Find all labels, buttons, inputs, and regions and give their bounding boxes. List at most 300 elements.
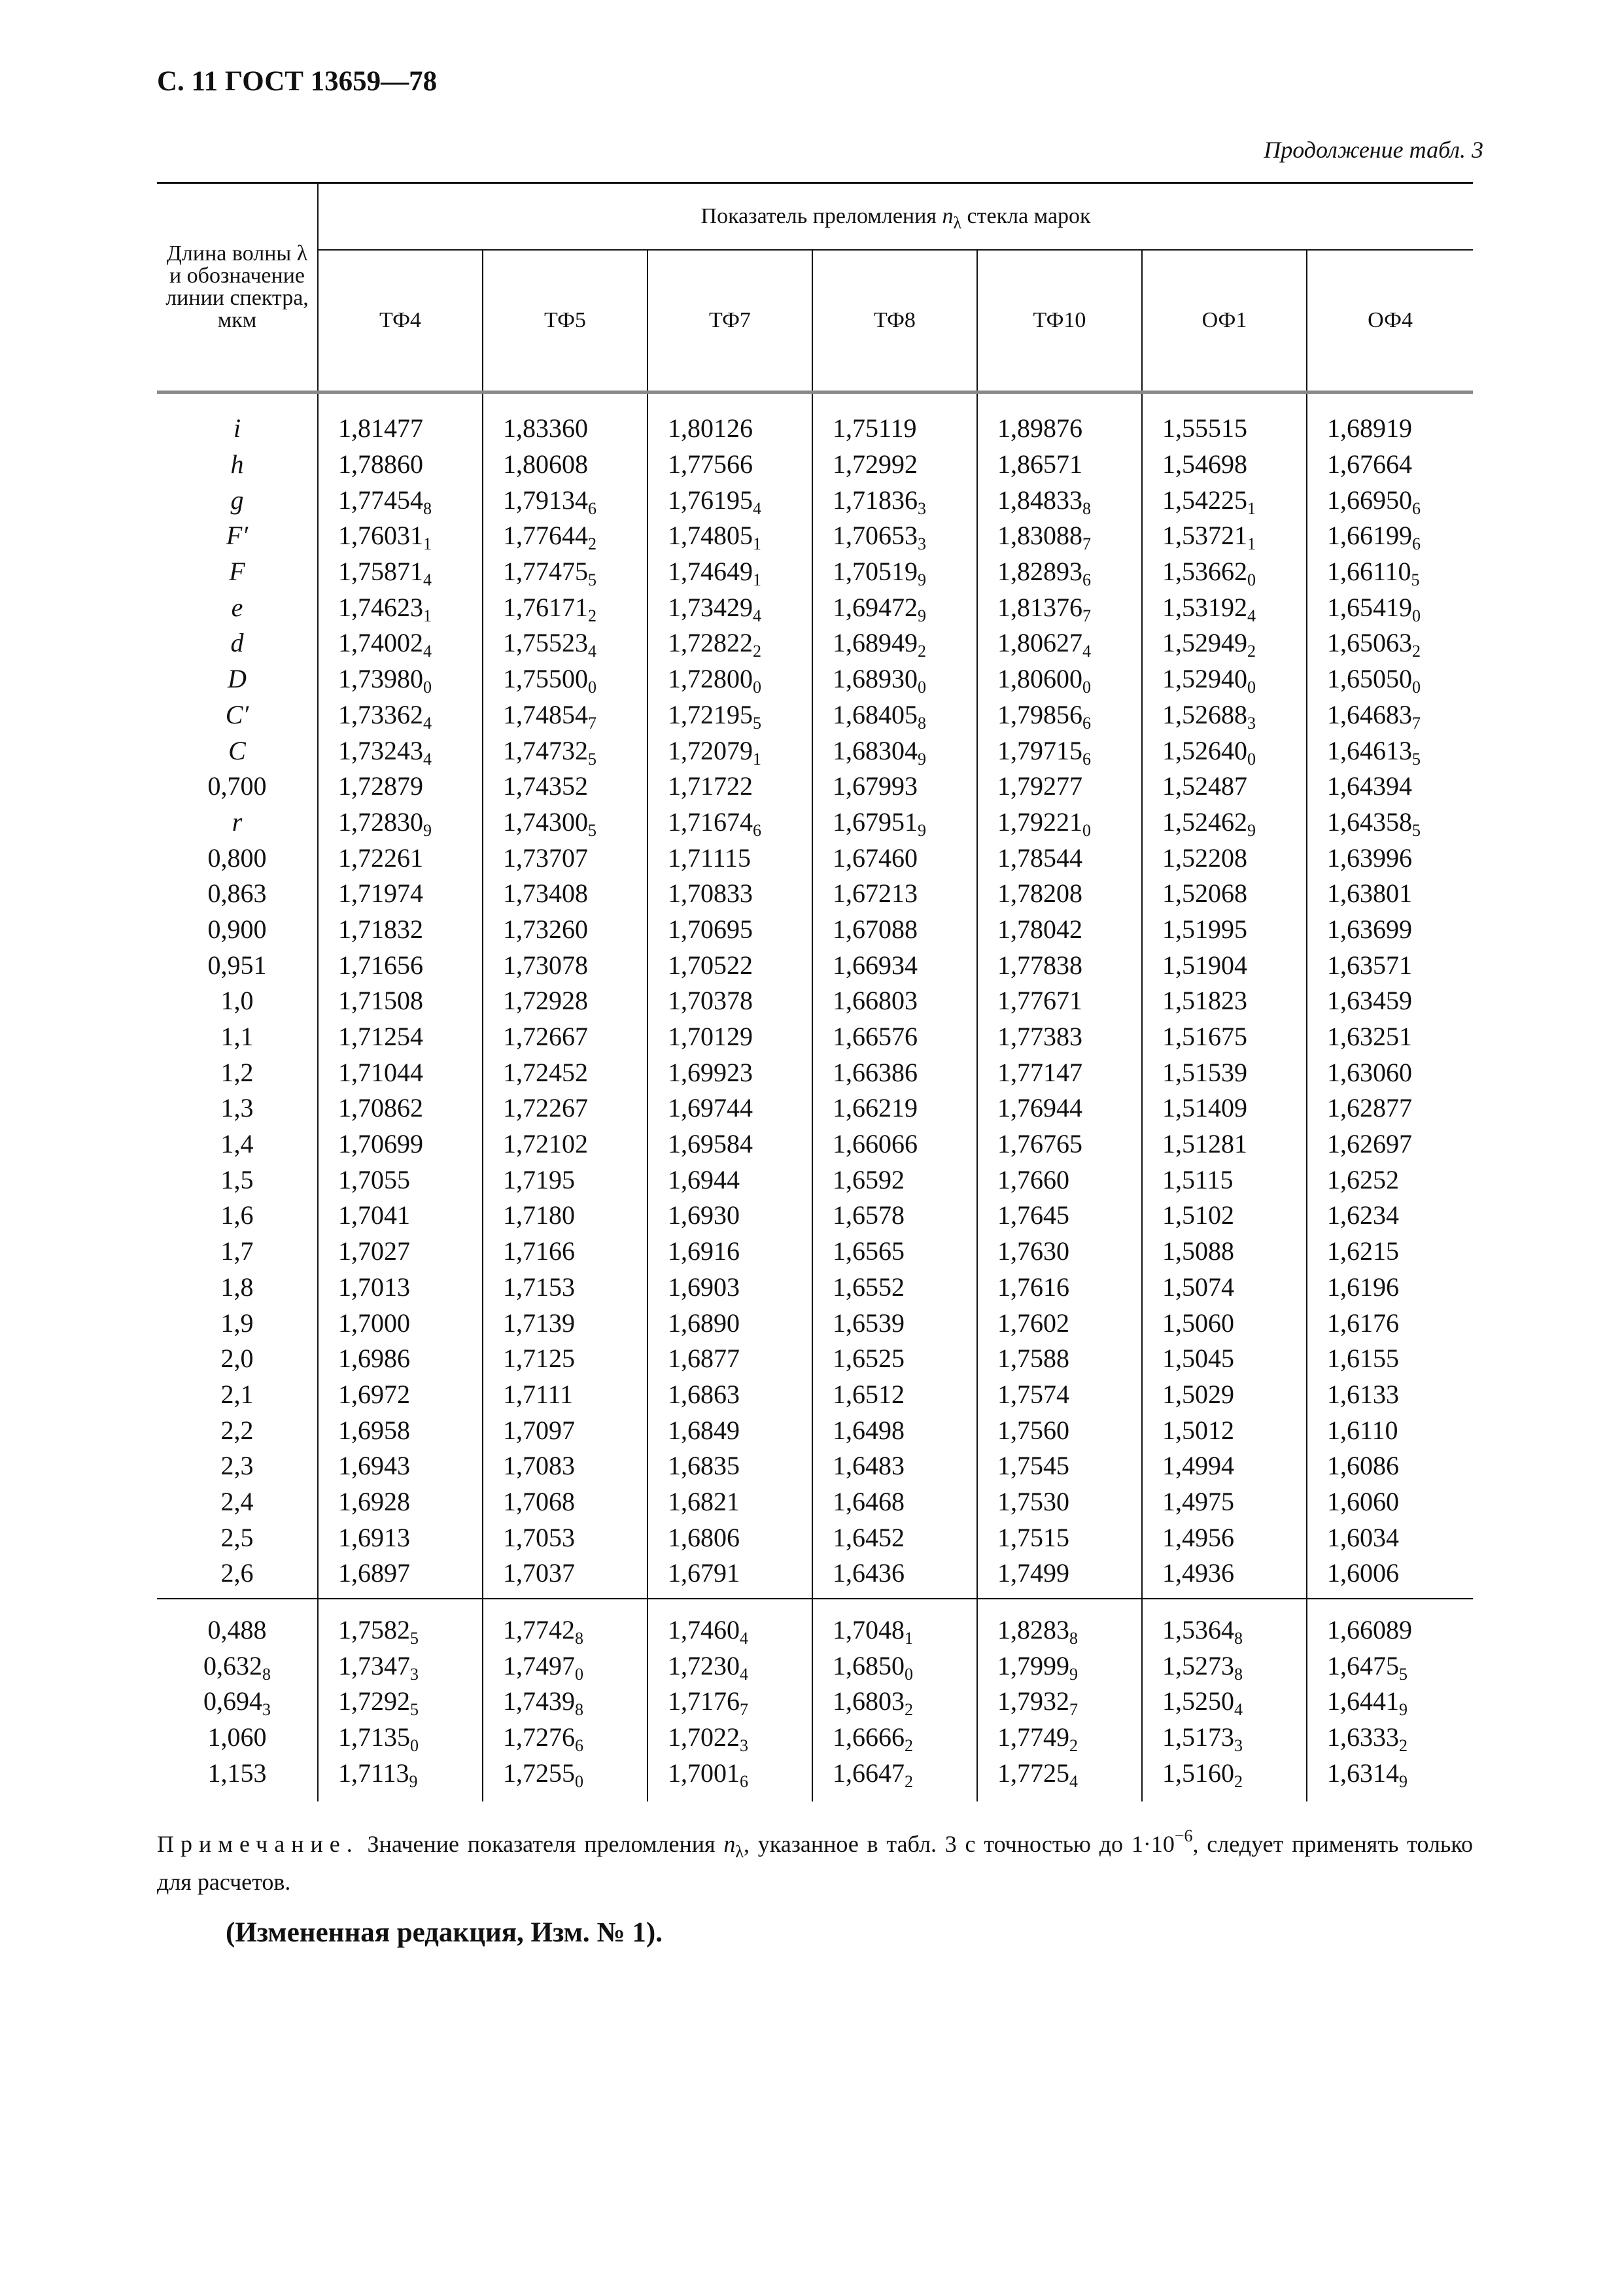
refractive-index-cell: $1,54225_1$ bbox=[1142, 482, 1307, 518]
refractive-index-cell: 1,6958 bbox=[318, 1412, 483, 1448]
refractive-index-cell: $1,5173_3$ bbox=[1142, 1720, 1307, 1756]
refractive-index-cell: 1,78860 bbox=[318, 447, 483, 483]
refractive-index-cell: 1,7013 bbox=[318, 1270, 483, 1306]
wavelength-label: 0,700 bbox=[157, 769, 318, 805]
refractive-index-cell: $1,53721_1$ bbox=[1142, 518, 1307, 554]
refractive-index-cell: $1,53662_0$ bbox=[1142, 554, 1307, 590]
refractive-index-cell: $1,5160_2$ bbox=[1142, 1755, 1307, 1801]
refractive-index-cell: 1,63699 bbox=[1327, 914, 1412, 944]
wavelength-label: 0,951 bbox=[157, 947, 318, 983]
laser-lines-table-body bbox=[157, 1599, 1473, 1801]
refractive-index-cell: 1,7068 bbox=[483, 1484, 648, 1520]
refractive-index-cell: $1,84833_8$ bbox=[977, 482, 1142, 518]
refractive-index-cell: 1,6060 bbox=[1327, 1486, 1399, 1516]
refractive-index-cell: $1,72079_1$ bbox=[648, 733, 812, 769]
wavelength-label: F bbox=[157, 554, 318, 590]
wavelength-label: 1,4 bbox=[157, 1126, 318, 1162]
refractive-index-cell: $1,7460_4$ bbox=[648, 1599, 812, 1648]
refractive-index-cell: $1,73362_4$ bbox=[318, 697, 483, 733]
wavelength-label: 0,800 bbox=[157, 840, 318, 876]
refractive-index-cell: 1,72261 bbox=[318, 840, 483, 876]
refractive-index-cell: $1,64683_7$ bbox=[1327, 699, 1421, 733]
glass-brand-header: ТФ8 bbox=[812, 250, 977, 392]
refractive-index-cell: 1,6592 bbox=[812, 1162, 977, 1198]
amendment-note: (Измененная редакция, Изм. № 1). bbox=[226, 1917, 663, 1948]
table-note: Примечание. Значение показателя преломления $n_\lambda$, указанное в табл. 3 с точностью до $1\cdot 10^{-6}$, следует применять только для расчетов. bbox=[157, 1826, 1473, 1895]
refractive-index-cell: 1,6252 bbox=[1327, 1164, 1399, 1194]
refractive-index-cell: 1,83360 bbox=[483, 392, 648, 447]
refractive-index-cell: 1,7630 bbox=[977, 1234, 1142, 1270]
wavelength-label: 1,2 bbox=[157, 1054, 318, 1090]
wavelength-label: 2,5 bbox=[157, 1520, 318, 1556]
refractive-index-cell: 1,6483 bbox=[812, 1448, 977, 1484]
refractive-index-cell: 1,6196 bbox=[1327, 1272, 1399, 1302]
refractive-index-cell: $1,7113_9$ bbox=[318, 1755, 483, 1801]
refractive-index-cell: 1,7037 bbox=[483, 1556, 648, 1599]
table-row bbox=[157, 482, 1473, 518]
refractive-index-cell: $1,7230_4$ bbox=[648, 1648, 812, 1684]
page-header: С. 11 ГОСТ 13659—78 bbox=[157, 66, 438, 97]
refractive-index-cell: $1,65419_0$ bbox=[1327, 592, 1421, 625]
refractive-index-cell: $1,6666_2$ bbox=[812, 1720, 977, 1756]
table-row bbox=[157, 1162, 1473, 1198]
table-row bbox=[157, 1755, 1473, 1801]
refractive-index-cell: 1,51904 bbox=[1142, 947, 1307, 983]
refractive-index-cell: 1,69584 bbox=[648, 1126, 812, 1162]
refractive-index-cell: 1,73078 bbox=[483, 947, 648, 983]
table-row bbox=[157, 1341, 1473, 1377]
refractive-index-cell: 1,52487 bbox=[1142, 769, 1307, 805]
refractive-index-cell: 1,6913 bbox=[318, 1520, 483, 1556]
refractive-index-cell: 1,6943 bbox=[318, 1448, 483, 1484]
refractive-index-cell: $1,68949_2$ bbox=[812, 625, 977, 661]
refractive-index-cell: 1,71656 bbox=[318, 947, 483, 983]
glass-brand-header: ОФ1 bbox=[1142, 250, 1307, 392]
table-continuation-label: Продолжение табл. 3 bbox=[1264, 137, 1483, 163]
refractive-index-cell: 1,6552 bbox=[812, 1270, 977, 1306]
refractive-index-cell: 1,6877 bbox=[648, 1341, 812, 1377]
table-row bbox=[157, 518, 1473, 554]
refractive-index-cell: 1,7602 bbox=[977, 1305, 1142, 1341]
table-row bbox=[157, 1126, 1473, 1162]
refractive-index-cell: $1,76195_4$ bbox=[648, 482, 812, 518]
wavelength-label: g bbox=[157, 482, 318, 518]
glass-brand-header: ТФ4 bbox=[318, 250, 483, 392]
refractive-index-cell: 1,6944 bbox=[648, 1162, 812, 1198]
refractive-index-cell: 1,77838 bbox=[977, 947, 1142, 983]
refractive-index-cell: $1,65050_0$ bbox=[1327, 664, 1421, 697]
table-row bbox=[157, 1377, 1473, 1413]
refractive-index-cell: 1,67993 bbox=[812, 769, 977, 805]
refractive-index-cell: 1,6133 bbox=[1327, 1379, 1399, 1409]
refractive-index-cell: $1,69472_9$ bbox=[812, 589, 977, 625]
wavelength-label: 1,6 bbox=[157, 1198, 318, 1234]
refractive-index-cell: 1,73260 bbox=[483, 912, 648, 948]
refractive-index-cell: $1,77475_5$ bbox=[483, 554, 648, 590]
wavelength-label: 1,8 bbox=[157, 1270, 318, 1306]
refractive-index-cell: 1,70862 bbox=[318, 1090, 483, 1126]
refractive-index-cell: 1,63801 bbox=[1327, 878, 1412, 909]
refractive-index-cell: 1,51995 bbox=[1142, 912, 1307, 948]
refractive-index-cell: $1,7022_3$ bbox=[648, 1720, 812, 1756]
table-row bbox=[157, 840, 1473, 876]
refractive-index-cell: 1,7027 bbox=[318, 1234, 483, 1270]
refractive-index-cell: 1,7111 bbox=[483, 1377, 648, 1413]
refractive-index-cell: $1,72195_5$ bbox=[648, 697, 812, 733]
refractive-index-cell: 1,7125 bbox=[483, 1341, 648, 1377]
refractive-index-cell: 1,6806 bbox=[648, 1520, 812, 1556]
refractive-index-cell: $1,77644_2$ bbox=[483, 518, 648, 554]
refractive-index-cell: 1,78042 bbox=[977, 912, 1142, 948]
table-row bbox=[157, 392, 1473, 447]
refractive-index-cell: $1,7048_1$ bbox=[812, 1599, 977, 1648]
refractive-index-cell: $1,72822_2$ bbox=[648, 625, 812, 661]
table-row bbox=[157, 1648, 1473, 1684]
refractive-index-cell: 1,72992 bbox=[812, 447, 977, 483]
refractive-index-cell: $1,53192_4$ bbox=[1142, 589, 1307, 625]
refractive-index-cell: $1,76171_2$ bbox=[483, 589, 648, 625]
table-row bbox=[157, 876, 1473, 912]
refractive-index-cell: 1,70695 bbox=[648, 912, 812, 948]
refractive-index-cell: 1,7000 bbox=[318, 1305, 483, 1341]
refractive-index-cell: 1,72928 bbox=[483, 983, 648, 1019]
refractive-index-cell: 1,54698 bbox=[1142, 447, 1307, 483]
refractive-index-cell: 1,72267 bbox=[483, 1090, 648, 1126]
refractive-index-cell: $1,7749_2$ bbox=[977, 1720, 1142, 1756]
refractive-index-cell: 1,6791 bbox=[648, 1556, 812, 1599]
table-row bbox=[157, 1556, 1473, 1599]
refractive-index-cell: 1,6234 bbox=[1327, 1200, 1399, 1230]
refractive-index-cell: 1,62877 bbox=[1327, 1093, 1412, 1123]
refractive-index-cell: $1,7932_7$ bbox=[977, 1684, 1142, 1720]
refractive-index-cell: $1,7497_0$ bbox=[483, 1648, 648, 1684]
table-row bbox=[157, 447, 1473, 483]
refractive-index-cell: 1,7195 bbox=[483, 1162, 648, 1198]
refractive-index-cell: 1,6578 bbox=[812, 1198, 977, 1234]
refractive-index-cell: $1,81376_7$ bbox=[977, 589, 1142, 625]
refractive-index-cell: $1,6850_0$ bbox=[812, 1648, 977, 1684]
refractive-index-cell: 1,70378 bbox=[648, 983, 812, 1019]
refractive-index-cell: 1,7053 bbox=[483, 1520, 648, 1556]
refractive-index-cell: 1,5045 bbox=[1142, 1341, 1307, 1377]
refractive-index-cell: 1,51675 bbox=[1142, 1019, 1307, 1055]
refractive-index-cell: 1,6972 bbox=[318, 1377, 483, 1413]
refractive-index-cell: 1,6986 bbox=[318, 1341, 483, 1377]
refractive-index-cell: $1,74732_5$ bbox=[483, 733, 648, 769]
wavelength-label: 1,153 bbox=[157, 1755, 318, 1801]
refractive-index-cell: $1,66950_6$ bbox=[1327, 485, 1421, 518]
refractive-index-cell: 1,6821 bbox=[648, 1484, 812, 1520]
refractive-index-cell: $1,6647_2$ bbox=[812, 1755, 977, 1801]
table-row bbox=[157, 661, 1473, 697]
wavelength-label: 1,060 bbox=[157, 1720, 318, 1756]
refractive-index-cell: $1,74300_5$ bbox=[483, 805, 648, 841]
refractive-index-cell: $1,66199_6$ bbox=[1327, 521, 1421, 554]
refractive-index-cell: 1,6468 bbox=[812, 1484, 977, 1520]
wavelength-label: D bbox=[157, 661, 318, 697]
refractive-index-cell: $1,64358_5$ bbox=[1327, 807, 1421, 840]
refractive-index-cell: 1,77566 bbox=[648, 447, 812, 483]
refractive-index-cell: $1,75871_4$ bbox=[318, 554, 483, 590]
refractive-index-cell: 1,7083 bbox=[483, 1448, 648, 1484]
refractive-index-cell: 1,79277 bbox=[977, 769, 1142, 805]
refractive-index-cell: 1,4975 bbox=[1142, 1484, 1307, 1520]
refractive-index-cell: 1,6539 bbox=[812, 1305, 977, 1341]
refractive-index-group-header: Показатель преломления $n_\lambda$ стекла марок bbox=[318, 183, 1473, 251]
refractive-index-cell: 1,5115 bbox=[1142, 1162, 1307, 1198]
refractive-index-cell: 1,7616 bbox=[977, 1270, 1142, 1306]
refractive-index-cell: 1,7041 bbox=[318, 1198, 483, 1234]
refractive-index-cell: 1,67088 bbox=[812, 912, 977, 948]
refractive-index-cell: $1,52940_0$ bbox=[1142, 661, 1307, 697]
table-row bbox=[157, 1484, 1473, 1520]
refractive-index-cell: 1,74352 bbox=[483, 769, 648, 805]
table-row bbox=[157, 733, 1473, 769]
glass-brand-header: ТФ5 bbox=[483, 250, 648, 392]
refractive-index-cell: 1,66219 bbox=[812, 1090, 977, 1126]
refractive-index-cell: 1,81477 bbox=[318, 392, 483, 447]
refractive-index-cell: $1,79715_6$ bbox=[977, 733, 1142, 769]
wavelength-label: 0,900 bbox=[157, 912, 318, 948]
refractive-index-cell: $1,7439_8$ bbox=[483, 1684, 648, 1720]
table-row bbox=[157, 1090, 1473, 1126]
wavelength-label: 1,7 bbox=[157, 1234, 318, 1270]
table-row bbox=[157, 1305, 1473, 1341]
refractive-index-cell: 1,75119 bbox=[812, 392, 977, 447]
refractive-index-cell: $1,66110_5$ bbox=[1327, 557, 1420, 590]
wavelength-label: 2,6 bbox=[157, 1556, 318, 1599]
refractive-index-cell: 1,6215 bbox=[1327, 1236, 1399, 1266]
refractive-index-cell: 1,71508 bbox=[318, 983, 483, 1019]
refractive-index-cell: $1,7582_5$ bbox=[318, 1599, 483, 1648]
table-row bbox=[157, 1412, 1473, 1448]
refractive-index-cell: 1,77147 bbox=[977, 1054, 1142, 1090]
refractive-index-cell: $1,73980_0$ bbox=[318, 661, 483, 697]
refractive-index-cell: 1,63251 bbox=[1327, 1022, 1412, 1052]
refractive-index-cell: 1,6155 bbox=[1327, 1344, 1399, 1374]
refractive-index-cell: $1,65063_2$ bbox=[1327, 628, 1421, 661]
refractive-index-cell: 1,70129 bbox=[648, 1019, 812, 1055]
refractive-index-cell: $1,5364_8$ bbox=[1142, 1599, 1307, 1648]
table-row bbox=[157, 805, 1473, 841]
wavelength-column-header: Длина волны λ и обозначение линии спектра, мкм bbox=[157, 183, 318, 392]
refractive-index-cell: 1,52208 bbox=[1142, 840, 1307, 876]
refractive-index-cell: 1,6452 bbox=[812, 1520, 977, 1556]
refractive-index-cell: $1,74649_1$ bbox=[648, 554, 812, 590]
refractive-index-cell: 1,5060 bbox=[1142, 1305, 1307, 1341]
refractive-index-cell: $1,76031_1$ bbox=[318, 518, 483, 554]
refractive-index-cell: $1,75523_4$ bbox=[483, 625, 648, 661]
refractive-index-cell: $1,6475_5$ bbox=[1327, 1650, 1408, 1684]
refractive-index-cell: 1,66803 bbox=[812, 983, 977, 1019]
refractive-index-cell: 1,66576 bbox=[812, 1019, 977, 1055]
refractive-index-cell: $1,67951_9$ bbox=[812, 805, 977, 841]
refractive-index-cell: 1,7660 bbox=[977, 1162, 1142, 1198]
refractive-index-cell: 1,71974 bbox=[318, 876, 483, 912]
glass-brand-header-row bbox=[157, 250, 1473, 392]
refractive-index-cell: $1,68405_8$ bbox=[812, 697, 977, 733]
refractive-index-cell: 1,70699 bbox=[318, 1126, 483, 1162]
refractive-index-cell: 1,7499 bbox=[977, 1556, 1142, 1599]
wavelength-label: d bbox=[157, 625, 318, 661]
refractive-index-cell: $1,7347_3$ bbox=[318, 1648, 483, 1684]
wavelength-label: 2,2 bbox=[157, 1412, 318, 1448]
refractive-index-cell: 1,69744 bbox=[648, 1090, 812, 1126]
refractive-index-cell: $1,6803_2$ bbox=[812, 1684, 977, 1720]
refractive-index-cell: 1,6498 bbox=[812, 1412, 977, 1448]
refractive-index-cell: $1,80600_0$ bbox=[977, 661, 1142, 697]
table-row bbox=[157, 1270, 1473, 1306]
note-label: Примечание. bbox=[157, 1831, 359, 1857]
refractive-index-cell: 1,7153 bbox=[483, 1270, 648, 1306]
refractive-index-cell: 1,62697 bbox=[1327, 1129, 1412, 1159]
refractive-index-cell: 1,51281 bbox=[1142, 1126, 1307, 1162]
refractive-index-cell: 1,67664 bbox=[1327, 449, 1412, 479]
refractive-index-cell: 1,66089 bbox=[1307, 1599, 1473, 1648]
refractive-index-cell: 1,6436 bbox=[812, 1556, 977, 1599]
refractive-index-cell: 1,70833 bbox=[648, 876, 812, 912]
refractive-index-cell: $1,74623_1$ bbox=[318, 589, 483, 625]
refractive-index-cell: 1,66934 bbox=[812, 947, 977, 983]
refractive-index-cell: 1,6928 bbox=[318, 1484, 483, 1520]
table-row bbox=[157, 625, 1473, 661]
refractive-index-cell: $1,6314_9$ bbox=[1327, 1758, 1408, 1791]
refractive-index-cell: 1,51823 bbox=[1142, 983, 1307, 1019]
wavelength-label: 2,0 bbox=[157, 1341, 318, 1377]
refractive-index-cell: 1,6897 bbox=[318, 1556, 483, 1599]
refractive-index-cell: 1,63996 bbox=[1327, 843, 1412, 873]
wavelength-label: 1,5 bbox=[157, 1162, 318, 1198]
refractive-index-cell: $1,52462_9$ bbox=[1142, 805, 1307, 841]
refractive-index-cell: $1,71836_3$ bbox=[812, 482, 977, 518]
refractive-index-cell: $1,72800_0$ bbox=[648, 661, 812, 697]
wavelength-label: C bbox=[157, 733, 318, 769]
wavelength-label: 1,0 bbox=[157, 983, 318, 1019]
refractive-index-cell: $1,5273_8$ bbox=[1142, 1648, 1307, 1684]
refractive-index-cell: 1,63459 bbox=[1327, 986, 1412, 1016]
refractive-index-cell: $1,80627_4$ bbox=[977, 625, 1142, 661]
refractive-index-cell: 1,69923 bbox=[648, 1054, 812, 1090]
refractive-index-cell: $1,7176_7$ bbox=[648, 1684, 812, 1720]
refractive-index-cell: $1,83088_7$ bbox=[977, 518, 1142, 554]
refractive-index-cell: 1,7574 bbox=[977, 1377, 1142, 1413]
refractive-index-cell: 1,67213 bbox=[812, 876, 977, 912]
refractive-index-cell: 1,6512 bbox=[812, 1377, 977, 1413]
refractive-index-cell: $1,82893_6$ bbox=[977, 554, 1142, 590]
wavelength-label: 0,863 bbox=[157, 876, 318, 912]
refractive-index-cell: $1,79134_6$ bbox=[483, 482, 648, 518]
refractive-index-cell: 1,71115 bbox=[648, 840, 812, 876]
refractive-index-cell: 1,7139 bbox=[483, 1305, 648, 1341]
refractive-index-cell: 1,6006 bbox=[1327, 1558, 1399, 1588]
refractive-index-cell: $1,73243_4$ bbox=[318, 733, 483, 769]
table-row bbox=[157, 1520, 1473, 1556]
refractive-index-cell: $1,6333_2$ bbox=[1327, 1722, 1408, 1756]
refractive-index-cell: $1,7001_6$ bbox=[648, 1755, 812, 1801]
refractive-index-cell: 1,71254 bbox=[318, 1019, 483, 1055]
wavelength-label: $0,632_8$ bbox=[157, 1648, 318, 1684]
table-row bbox=[157, 1720, 1473, 1756]
refractive-index-cell: 1,6903 bbox=[648, 1270, 812, 1306]
refractive-index-cell: 1,7545 bbox=[977, 1448, 1142, 1484]
refractive-index-cell: 1,6565 bbox=[812, 1234, 977, 1270]
refractive-index-cell: $1,77454_8$ bbox=[318, 482, 483, 518]
refractive-index-cell: 1,63060 bbox=[1327, 1057, 1412, 1087]
refractive-index-cell: $1,64613_5$ bbox=[1327, 735, 1421, 769]
refractive-index-cell: 1,70522 bbox=[648, 947, 812, 983]
refractive-index-cell: 1,67460 bbox=[812, 840, 977, 876]
refractive-index-cell: 1,4994 bbox=[1142, 1448, 1307, 1484]
refractive-index-cell: $1,8283_8$ bbox=[977, 1599, 1142, 1648]
table-row bbox=[157, 912, 1473, 948]
refractive-index-cell: 1,7645 bbox=[977, 1198, 1142, 1234]
refractive-index-cell: $1,6441_9$ bbox=[1327, 1686, 1408, 1720]
refractive-index-cell: 1,6930 bbox=[648, 1198, 812, 1234]
refractive-index-cell: 1,55515 bbox=[1142, 392, 1307, 447]
refractive-index-cell: 1,7166 bbox=[483, 1234, 648, 1270]
refractive-index-cell: 1,5102 bbox=[1142, 1198, 1307, 1234]
table-row bbox=[157, 1054, 1473, 1090]
glass-brand-header: ТФ10 bbox=[977, 250, 1142, 392]
table-row bbox=[157, 697, 1473, 733]
refractive-index-cell: $1,70519_9$ bbox=[812, 554, 977, 590]
wavelength-label: e bbox=[157, 589, 318, 625]
refractive-index-cell: 1,77671 bbox=[977, 983, 1142, 1019]
refractive-index-cell: 1,71722 bbox=[648, 769, 812, 805]
refractive-index-cell: 1,6086 bbox=[1327, 1451, 1399, 1481]
refractive-index-cell: $1,74854_7$ bbox=[483, 697, 648, 733]
wavelength-label: 1,3 bbox=[157, 1090, 318, 1126]
wavelength-label: C′ bbox=[157, 697, 318, 733]
refractive-index-cell: 1,7560 bbox=[977, 1412, 1142, 1448]
refractive-index-cell: 1,51409 bbox=[1142, 1090, 1307, 1126]
refractive-index-cell: 1,4956 bbox=[1142, 1520, 1307, 1556]
refractive-index-cell: 1,72102 bbox=[483, 1126, 648, 1162]
refractive-index-cell: $1,70653_3$ bbox=[812, 518, 977, 554]
wavelength-label: 1,1 bbox=[157, 1019, 318, 1055]
refractive-index-cell: 1,76944 bbox=[977, 1090, 1142, 1126]
refractive-index-cell: $1,52640_0$ bbox=[1142, 733, 1307, 769]
refractive-index-cell: $1,73429_4$ bbox=[648, 589, 812, 625]
refractive-index-cell: 1,76765 bbox=[977, 1126, 1142, 1162]
refractive-index-table bbox=[157, 182, 1473, 1801]
refractive-index-cell: 1,80126 bbox=[648, 392, 812, 447]
refractive-index-cell: 1,64394 bbox=[1327, 771, 1412, 801]
table-row bbox=[157, 1019, 1473, 1055]
wavelength-label: r bbox=[157, 805, 318, 841]
refractive-index-cell: $1,75500_0$ bbox=[483, 661, 648, 697]
table-row bbox=[157, 589, 1473, 625]
refractive-index-cell: $1,7292_5$ bbox=[318, 1684, 483, 1720]
refractive-index-cell: 1,63571 bbox=[1327, 950, 1412, 980]
refractive-index-cell: $1,7742_8$ bbox=[483, 1599, 648, 1648]
refractive-index-cell: $1,68930_0$ bbox=[812, 661, 977, 697]
refractive-index-cell: 1,6176 bbox=[1327, 1308, 1399, 1338]
wavelength-label: F′ bbox=[157, 518, 318, 554]
refractive-index-cell: 1,72452 bbox=[483, 1054, 648, 1090]
refractive-index-cell: $1,7135_0$ bbox=[318, 1720, 483, 1756]
refractive-index-cell: 1,71044 bbox=[318, 1054, 483, 1090]
wavelength-label: 2,1 bbox=[157, 1377, 318, 1413]
refractive-index-cell: $1,79856_6$ bbox=[977, 697, 1142, 733]
refractive-index-cell: 1,52068 bbox=[1142, 876, 1307, 912]
wavelength-label: 1,9 bbox=[157, 1305, 318, 1341]
refractive-index-cell: 1,73408 bbox=[483, 876, 648, 912]
refractive-index-cell: $1,74002_4$ bbox=[318, 625, 483, 661]
refractive-index-cell: 1,6110 bbox=[1327, 1415, 1398, 1445]
refractive-index-cell: 1,7530 bbox=[977, 1484, 1142, 1520]
refractive-index-cell: 1,7055 bbox=[318, 1162, 483, 1198]
